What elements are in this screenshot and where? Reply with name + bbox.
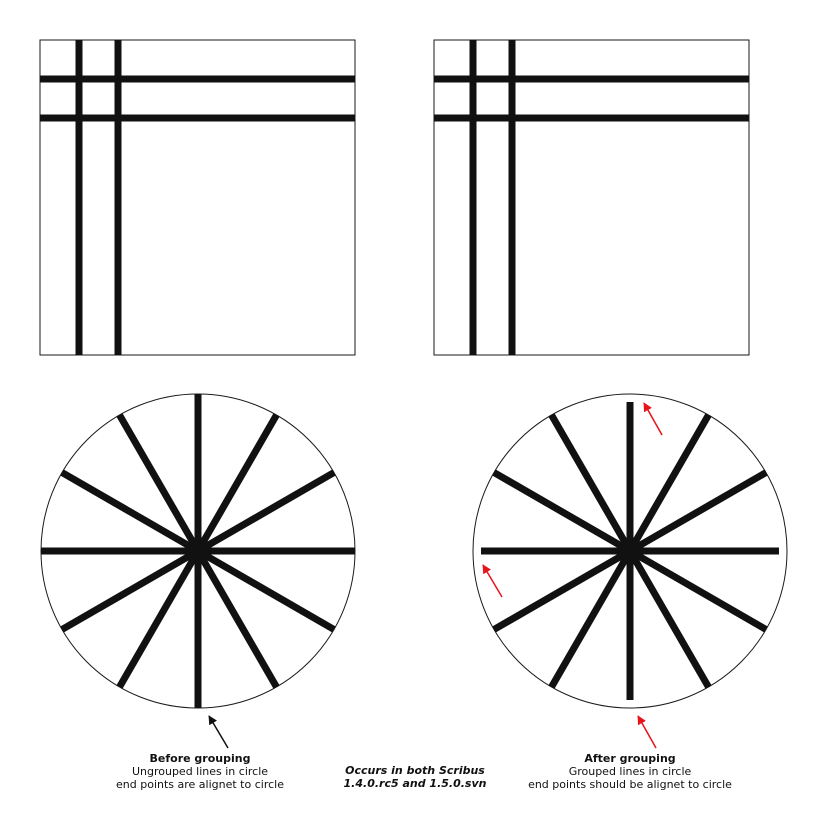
circle-after-grouping: [473, 394, 787, 748]
circle-before-grouping: [41, 394, 355, 748]
highlight-arrow-left: [483, 565, 502, 597]
pointer-arrow: [209, 716, 228, 748]
highlight-arrow-bottom: [638, 716, 656, 748]
version-note: [325, 764, 505, 790]
caption-after-line1: Grouped lines in circle: [568, 765, 692, 778]
highlight-arrow-top: [644, 403, 662, 435]
grid-frame-before: [40, 40, 355, 355]
caption-after: [515, 752, 745, 791]
version-note-line2: 1.4.0.rc5 and 1.5.0.svn: [343, 777, 487, 790]
caption-before-line1: Ungrouped lines in circle: [131, 765, 269, 778]
grid-frame-border: [40, 40, 355, 355]
hub-dot: [620, 541, 640, 561]
caption-after-line2: end points should be alignet to circle: [528, 778, 732, 791]
caption-before: [100, 752, 300, 791]
grid-frame-after: [434, 40, 749, 355]
hub-dot: [188, 541, 208, 561]
caption-before-line2: end points are alignet to circle: [116, 778, 284, 791]
version-note-line1: Occurs in both Scribus: [345, 764, 485, 777]
grid-frame-border: [434, 40, 749, 355]
caption-after-title: After grouping: [584, 752, 676, 765]
caption-before-title: Before grouping: [149, 752, 251, 765]
